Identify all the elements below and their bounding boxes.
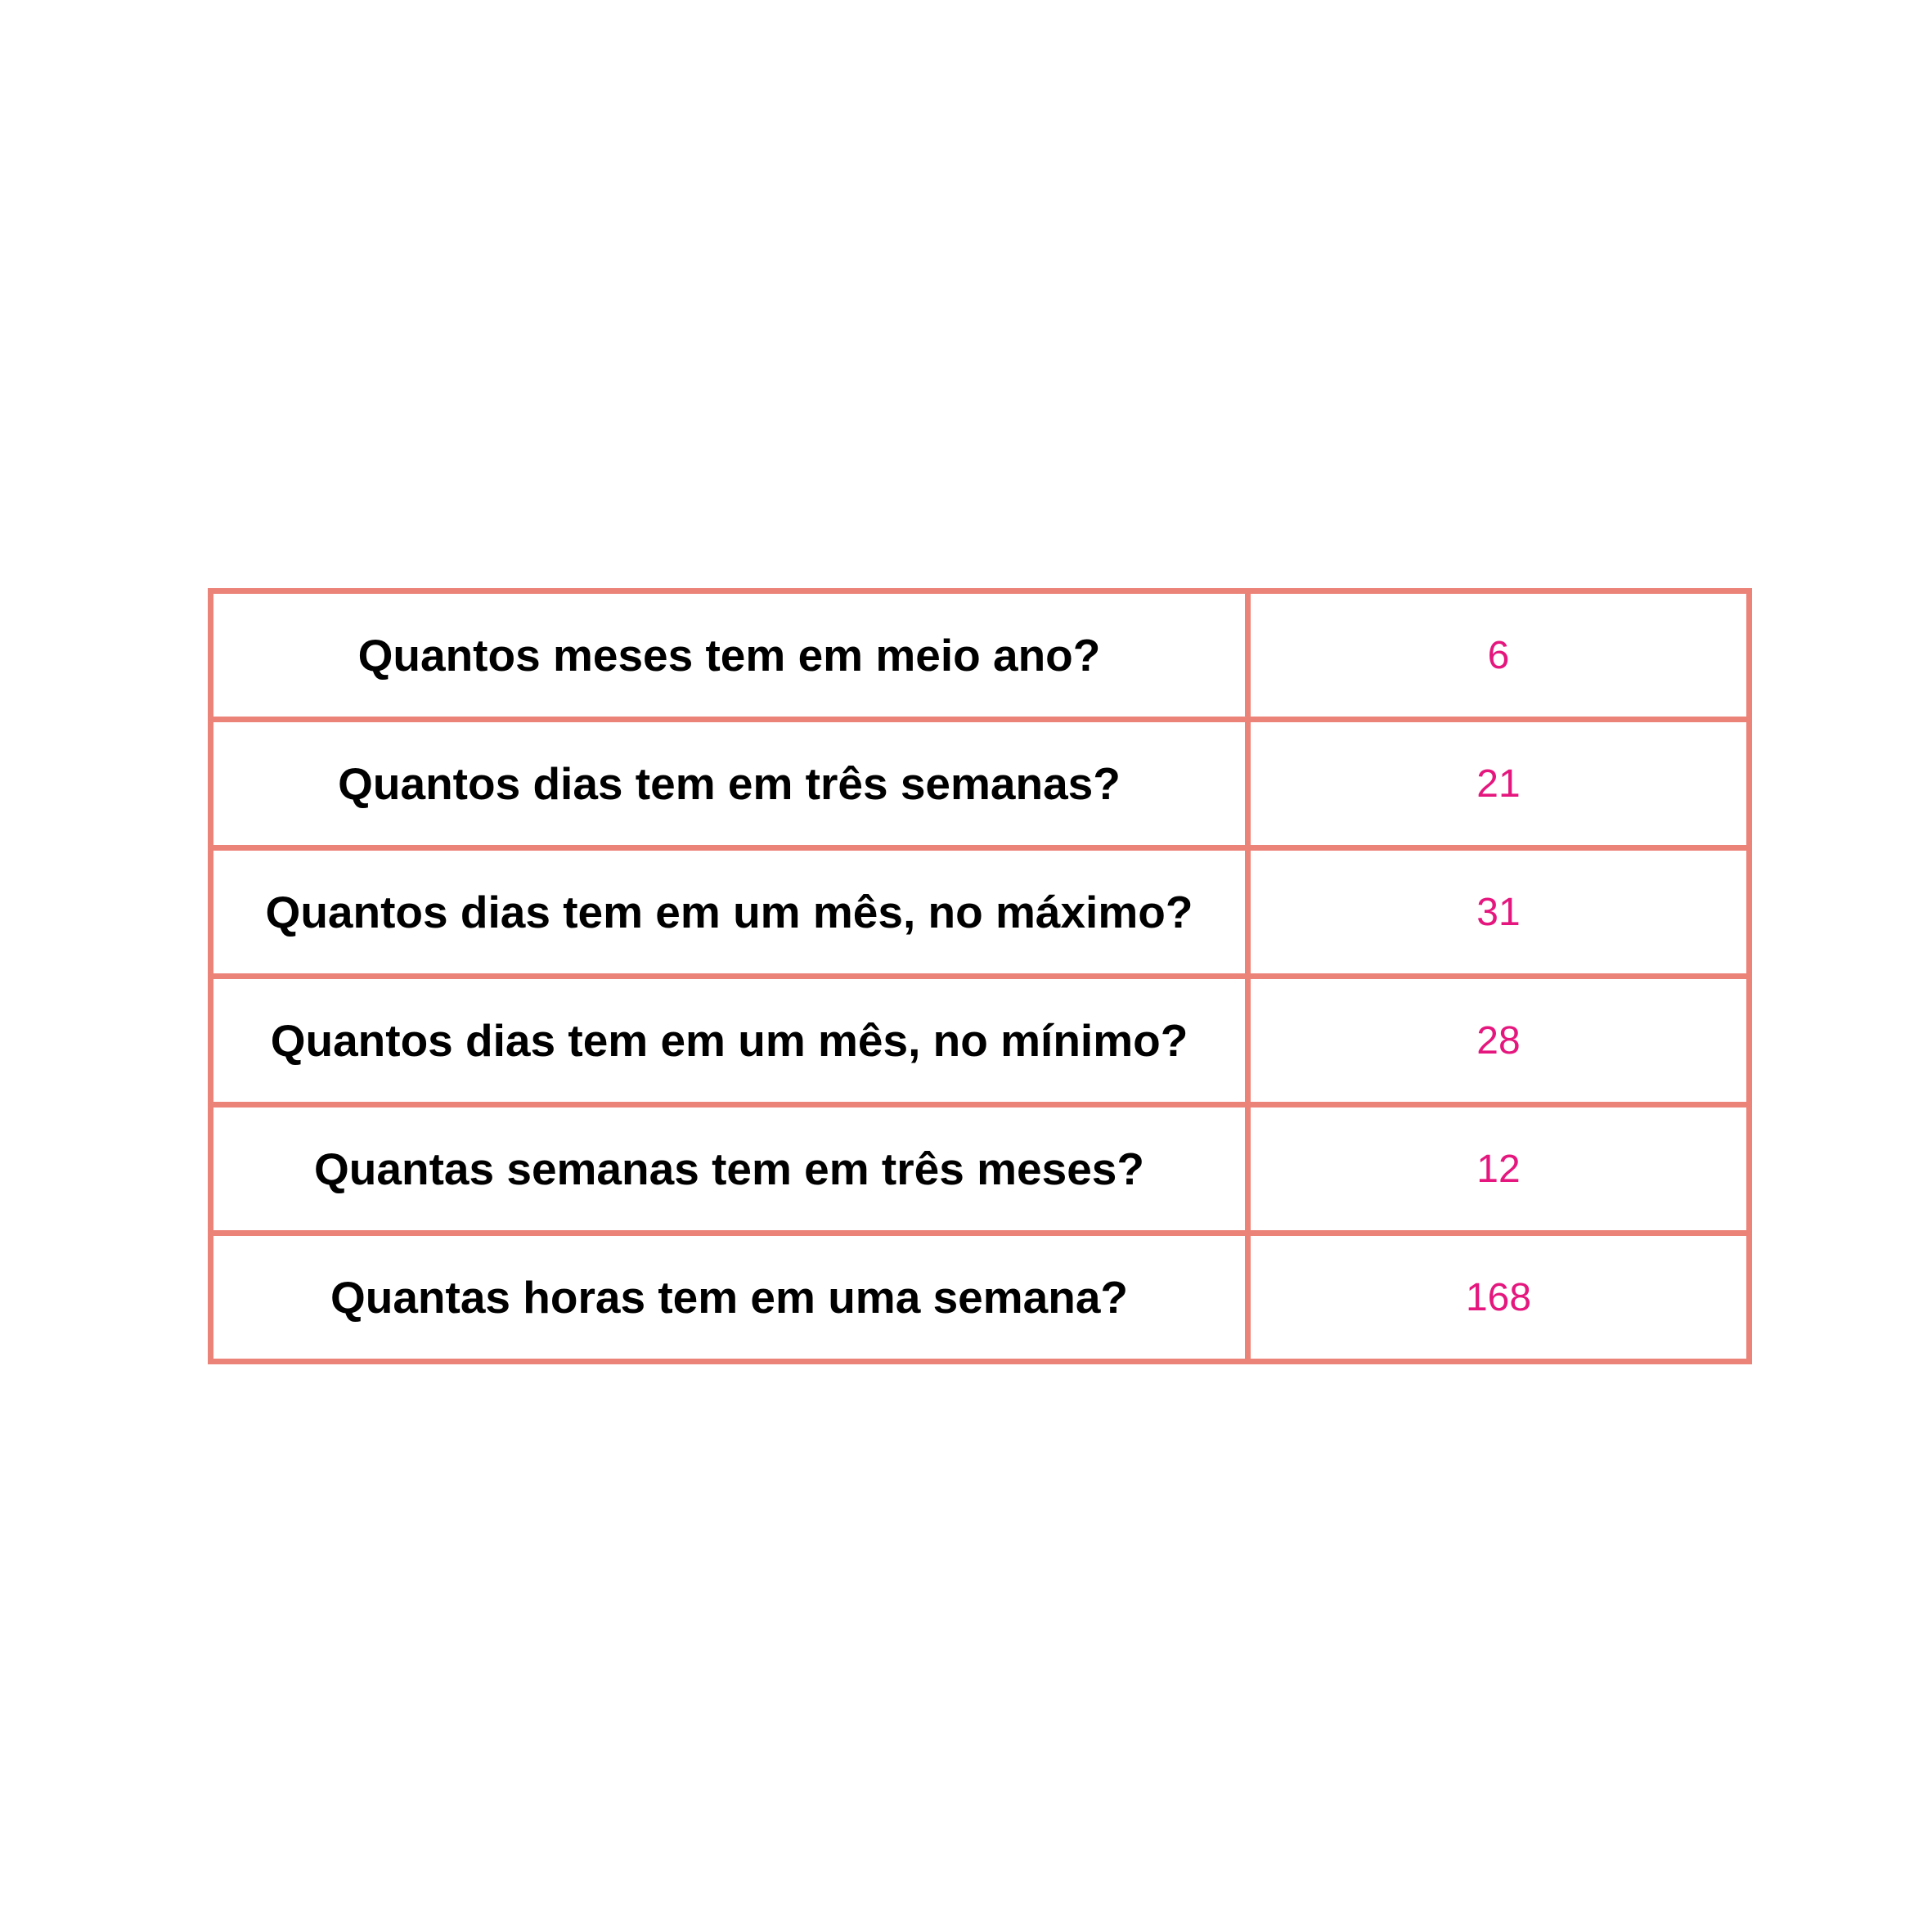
answer-cell: 21 bbox=[1248, 720, 1750, 848]
answer-cell: 168 bbox=[1248, 1233, 1750, 1362]
answer-cell: 28 bbox=[1248, 977, 1750, 1105]
question-cell: Quantos dias tem em um mês, no mínimo? bbox=[211, 977, 1248, 1105]
answer-cell: 6 bbox=[1248, 591, 1750, 720]
question-cell: Quantos dias tem em um mês, no máximo? bbox=[211, 848, 1248, 977]
table-row bbox=[211, 1233, 1750, 1362]
answer-cell: 31 bbox=[1248, 848, 1750, 977]
question-cell: Quantas horas tem em uma semana? bbox=[211, 1233, 1248, 1362]
table-row bbox=[211, 720, 1750, 848]
table-row bbox=[211, 1105, 1750, 1233]
table-row bbox=[211, 848, 1750, 977]
question-cell: Quantas semanas tem em três meses? bbox=[211, 1105, 1248, 1233]
answer-cell: 12 bbox=[1248, 1105, 1750, 1233]
qa-table bbox=[208, 588, 1752, 1364]
table-row bbox=[211, 977, 1750, 1105]
question-cell: Quantos dias tem em três semanas? bbox=[211, 720, 1248, 848]
table-row bbox=[211, 591, 1750, 720]
question-cell: Quantos meses tem em meio ano? bbox=[211, 591, 1248, 720]
